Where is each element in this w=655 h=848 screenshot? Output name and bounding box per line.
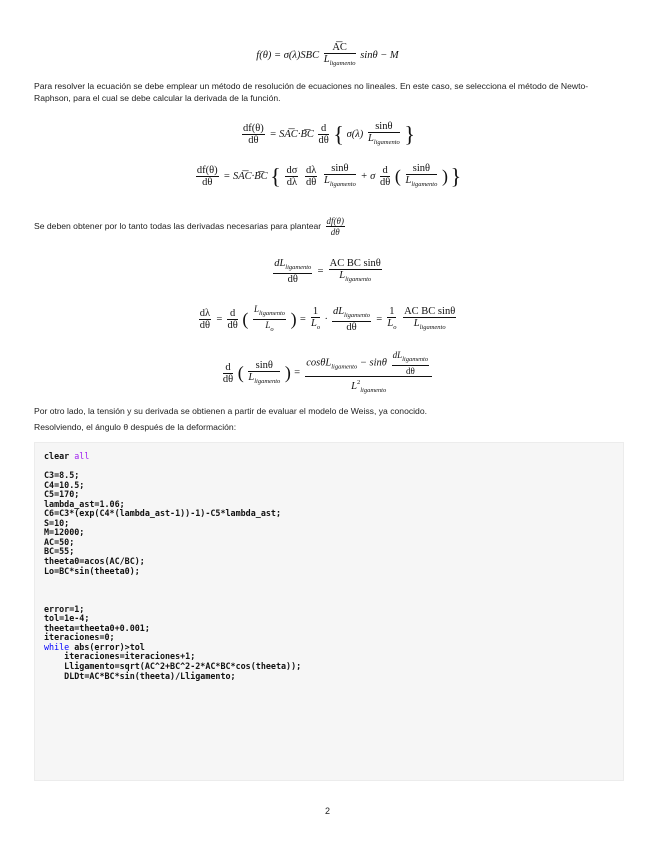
code-line: clear all: [44, 451, 90, 461]
equation-dl-dtheta: $\frac{dL_{ligamento}}{d\theta}$ = $\frac{\text{AC BC sinθ}}{L_{ligamento}}$: [274, 258, 381, 285]
eq-fraction: $\frac{A͞C}{L_{ligamento}}$: [323, 42, 356, 67]
code-line: C6=C3*(exp(C4*(lambda_ast-1))-1)-C5*lambda_ast;: [44, 508, 281, 519]
equation-derivative-2: $\frac{df(\theta)}{d\theta}$ = SA͞C·B͞C { $\frac{d\sigma}{d\lambda}$ $\frac{d\lambda}{d\theta}$ $\frac{\sin\theta}{L_{ligamento}}$ + σ $\frac{d}{d\theta}$ ( $\frac{\sin\theta}{L_{ligamento}}$ ) }: [196, 163, 462, 189]
code-line: theeta=theeta0+0.001;: [44, 622, 150, 633]
code-line-blank: [44, 576, 614, 586]
code-line: lambda_ast=1.06;: [44, 498, 125, 509]
code-line: while abs(error)>tol: [44, 641, 145, 652]
code-line: tol=1e-4;: [44, 613, 90, 624]
equation-derivative-1: $\frac{df(\theta)}{d\theta}$ = SA͞C·B͞C $\frac{d}{d\theta}$ { σ(λ) $\frac{\sin\theta}{L_{ligamento}}$ }: [243, 121, 415, 147]
code-line: M=12000;: [44, 527, 85, 538]
code-line: C4=10.5;: [44, 479, 85, 490]
equation-f-theta: [0, 42, 655, 69]
paragraph-resolving: Resolviendo, el ángulo θ después de la deformación:: [34, 422, 237, 432]
paragraph-newton-raphson: Para resolver la ecuación se debe emplear un método de resolución de ecuaciones no lineales. En este caso, se selecciona el método de Newto-Raphson, para el cual se debe calcular la derivada de la función.: [34, 81, 589, 103]
paragraph-weiss-model: Por otro lado, la tensión y su derivada se obtienen a partir de evaluar el modelo de Weiss, ya conocido.: [34, 406, 427, 416]
code-line: AC=50;: [44, 536, 75, 547]
eq-rhs: sinθ − M: [360, 49, 399, 61]
code-line: theeta0=acos(AC/BC);: [44, 556, 145, 567]
code-line: iteraciones=0;: [44, 632, 115, 643]
page-number: 2: [324, 806, 330, 816]
code-line: Lligamento=sqrt(AC^2+BC^2-2*AC*BC*cos(theeta));: [44, 661, 302, 672]
code-line: Lo=BC*sin(theeta0);: [44, 565, 140, 576]
equation-dlambda-dtheta: $\frac{d\lambda}{d\theta}$ = $\frac{d}{d\theta}$ ( $\frac{L_{ligamento}}{L_o}$ ) = $\frac{1}{L_o}$ · $\frac{dL_{ligamento}}{d\theta}$ = $\frac{1}{L_o}$ $\frac{\text{AC BC sinθ}}{L_{ligamento}}$: [199, 304, 456, 333]
code-line-blank: [44, 462, 614, 472]
code-line: DLDt=AC*BC*sin(theeta)/Lligamento;: [44, 670, 236, 681]
equation-dsin-dtheta: $\frac{d}{d\theta}$ ( $\frac{\sin\theta}{L_{ligamento}}$ ) = cosθL$_{ligamento}$ − sinθ $\frac{dL_{ligamento}}{d\theta}$ $L^2_{ligamento}$: [0, 350, 655, 396]
code-listing: [44, 452, 614, 681]
code-line: C5=170;: [44, 489, 80, 500]
eq-lhs: f(θ) = σ(λ)SBC: [256, 49, 320, 61]
code-line-blank: [44, 586, 614, 596]
code-line: error=1;: [44, 603, 85, 614]
code-line-blank: [44, 595, 614, 605]
code-line: C3=8.5;: [44, 470, 80, 481]
code-line: BC=55;: [44, 546, 75, 557]
code-line: iteraciones=iteraciones+1;: [44, 651, 196, 662]
paragraph-derivatives: Se deben obtener por lo tanto todas las derivadas necesarias para plantear $\frac{df(\theta)}{d\theta}$: [34, 216, 344, 237]
code-line: S=10;: [44, 517, 70, 528]
